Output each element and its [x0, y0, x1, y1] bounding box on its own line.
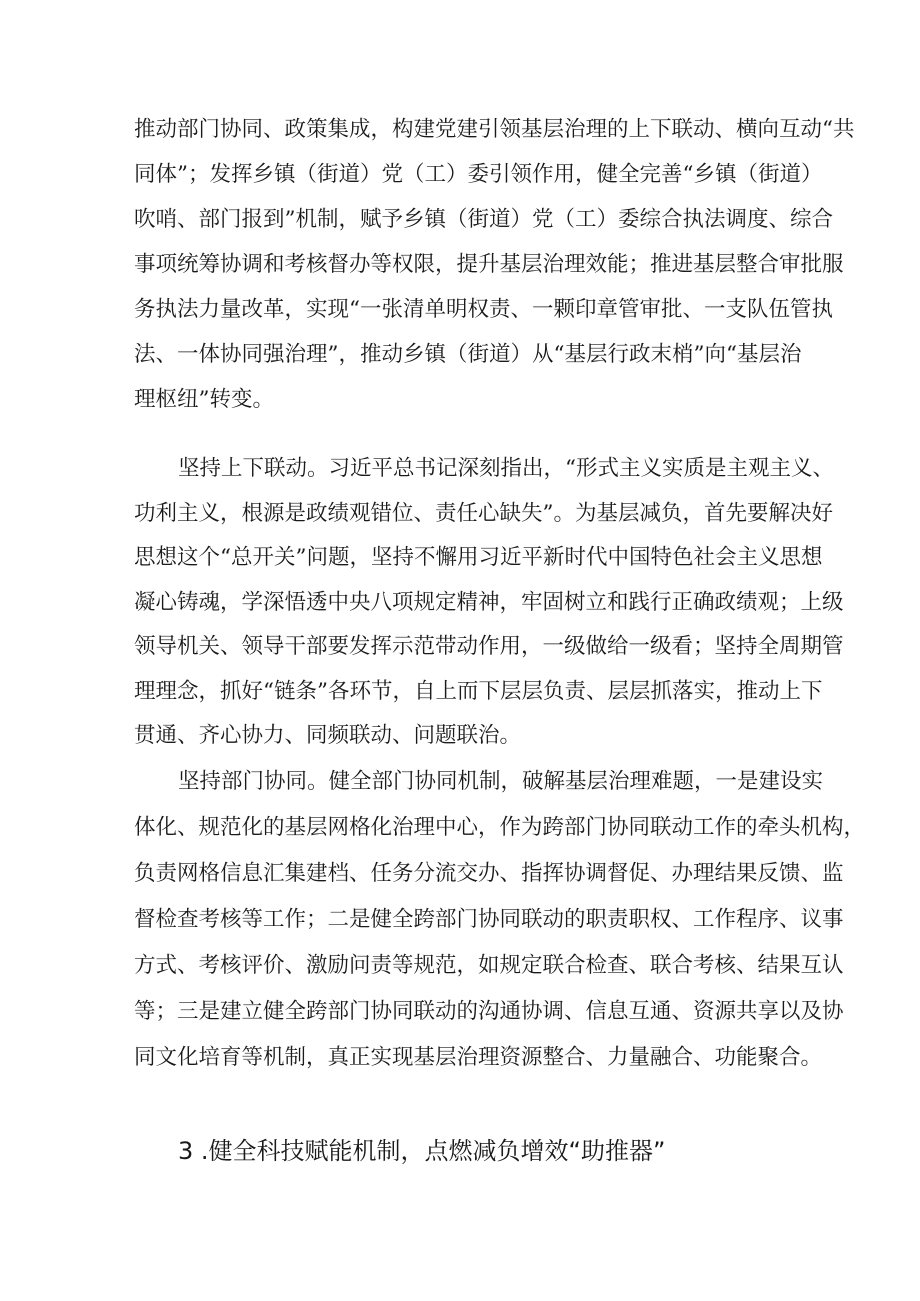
- paragraph-line: 理理念，抓好“链条”各环节，自上而下层层负责、层层抓落实，推动上下: [134, 678, 823, 704]
- paragraph-line: 凝心铸魂，学深悟透中央八项规定精神，牢固树立和践行正确政绩观；上级: [134, 589, 844, 615]
- paragraph-line: 推动部门协同、政策集成，构建党建引领基层治理的上下联动、横向互动“共: [134, 117, 855, 142]
- paragraph-line: 同体”；发挥乡镇（街道）党（工）委引领作用，健全完善“乡镇（街道）: [134, 162, 823, 187]
- paragraph-line: 负责网格信息汇集建档、任务分流交办、指挥协调督促、办理结果反馈、监: [134, 861, 844, 886]
- paragraph-line: 坚持部门协同。健全部门协同机制，破解基层治理难题，一是建设实: [178, 769, 824, 794]
- paragraph-line: 法、一体协同强治理”，推动乡镇（街道）从“基层行政末梢”向“基层治: [134, 342, 802, 367]
- paragraph-line: 思想这个“总开关”问题，坚持不懈用习近平新时代中国特色社会主义思想: [134, 545, 823, 570]
- paragraph-line: 方式、考核评价、激励问责等规范，如规定联合检查、联合考核、结果互认: [134, 953, 844, 978]
- paragraph-line: 同文化培育等机制，真正实现基层治理资源整合、力量融合、功能聚合。: [134, 1045, 823, 1070]
- paragraph-line: 贯通、齐心协力、同频联动、问题联治。: [134, 723, 522, 748]
- paragraph-line: 务执法力量改革，实现“一张清单明权责、一颗印章管审批、一支队伍管执: [134, 297, 833, 322]
- paragraph-line: 吹哨、部门报到”机制，赋予乡镇（街道）党（工）委综合执法调度、综合: [134, 207, 833, 232]
- paragraph-line: 体化、规范化的基层网格化治理中心，作为跨部门协同联动工作的牵头机构，: [134, 815, 866, 840]
- paragraph-line: 等；三是建立健全跨部门协同联动的沟通协调、信息互通、资源共享以及协: [134, 999, 844, 1024]
- paragraph-line: 督检查考核等工作；二是健全跨部门协同联动的职责职权、工作程序、议事: [134, 907, 844, 932]
- paragraph-line: 理枢纽”转变。: [134, 387, 274, 412]
- paragraph-line: 事项统筹协调和考核督办等权限，提升基层治理效能；推进基层整合审批服: [134, 252, 844, 277]
- paragraph-line: 坚持上下联动。习近平总书记深刻指出，“形式主义实质是主观主义、: [178, 456, 834, 481]
- paragraph-line: 领导机关、领导干部要发挥示范带动作用，一级做给一级看；坚持全周期管: [134, 634, 844, 659]
- paragraph-line: 功利主义，根源是政绩观错位、责任心缺失”。为基层减负，首先要解决好: [134, 500, 833, 526]
- section-heading: 3 .健全科技赋能机制，点燃减负增效“助推器”: [178, 1137, 666, 1165]
